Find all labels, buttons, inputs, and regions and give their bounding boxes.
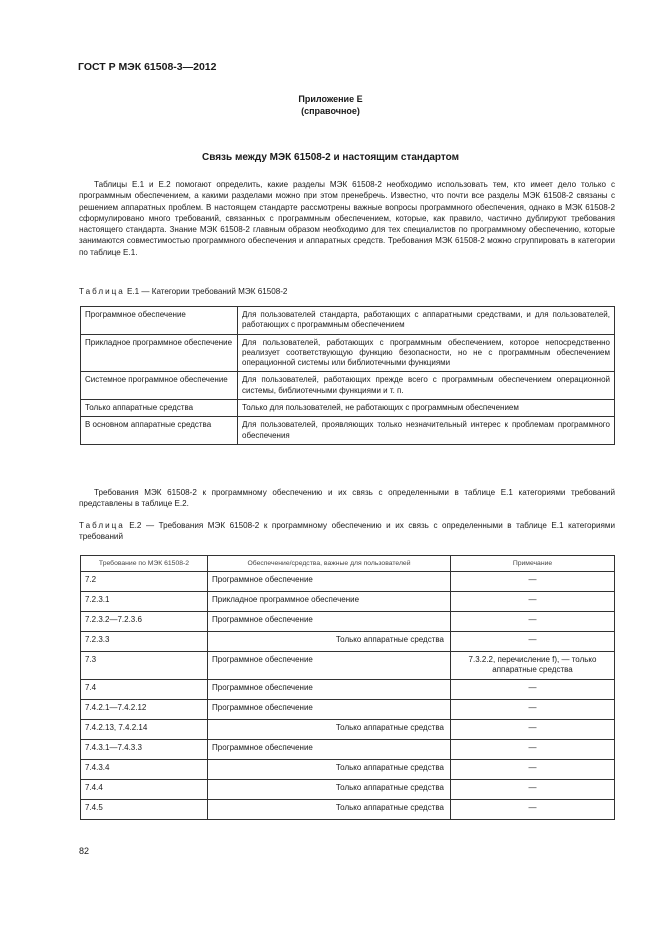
table-row bbox=[81, 417, 615, 445]
table-row bbox=[81, 699, 615, 719]
means-cell: Только аппаратные средства bbox=[208, 759, 451, 779]
requirement-cell: 7.2.3.1 bbox=[81, 592, 208, 612]
document-header: ГОСТ Р МЭК 61508-3—2012 bbox=[78, 61, 217, 73]
requirement-cell: 7.4.2.1—7.4.2.12 bbox=[81, 699, 208, 719]
note-cell: — bbox=[451, 759, 615, 779]
table1-caption-prefix: Таблица bbox=[79, 287, 125, 296]
requirement-cell: 7.4.5 bbox=[81, 799, 208, 819]
description-cell: Для пользователей, проявляющих только незначительный интерес к проблемам программного обеспечения bbox=[238, 417, 615, 445]
description-cell: Только для пользователей, не работающих с программным обеспечением bbox=[238, 400, 615, 417]
means-cell: Программное обеспечение bbox=[208, 572, 451, 592]
table-header-row bbox=[81, 556, 615, 572]
means-cell: Только аппаратные средства bbox=[208, 799, 451, 819]
table2-caption-text: Е.2 — Требования МЭК 61508-2 к программному обеспечению и их связь с определенными в таблице Е.1 категориями требований bbox=[79, 521, 615, 542]
note-cell: — bbox=[451, 699, 615, 719]
header-note: Примечание bbox=[451, 556, 615, 572]
table-row bbox=[81, 612, 615, 632]
note-cell: — bbox=[451, 719, 615, 739]
middle-paragraph: Требования МЭК 61508-2 к программному обеспечению и их связь с определенными в таблице Е.1 категориями требований представлены в таблице Е.2. bbox=[79, 488, 615, 509]
description-cell: Для пользователей, работающих прежде всего с программным обеспечением операционной системы, библиотечными функциями и т. п. bbox=[238, 372, 615, 400]
table-row bbox=[81, 632, 615, 652]
means-cell: Только аппаратные средства bbox=[208, 779, 451, 799]
requirement-cell: 7.4.3.1—7.4.3.3 bbox=[81, 739, 208, 759]
table-row bbox=[81, 719, 615, 739]
means-cell: Программное обеспечение bbox=[208, 699, 451, 719]
note-cell: 7.3.2.2, перечисление f), — только аппаратные средства bbox=[451, 652, 615, 680]
requirement-cell: 7.2 bbox=[81, 572, 208, 592]
header-requirement: Требование по МЭК 61508-2 bbox=[81, 556, 208, 572]
requirement-cell: 7.4.3.4 bbox=[81, 759, 208, 779]
table-row bbox=[81, 572, 615, 592]
table-row bbox=[81, 372, 615, 400]
note-cell: — bbox=[451, 779, 615, 799]
table-row bbox=[81, 334, 615, 372]
table-row bbox=[81, 400, 615, 417]
category-cell: Системное программное обеспечение bbox=[81, 372, 238, 400]
category-cell: В основном аппаратные средства bbox=[81, 417, 238, 445]
table-row bbox=[81, 652, 615, 680]
note-cell: — bbox=[451, 592, 615, 612]
description-cell: Для пользователей стандарта, работающих с аппаратными средствами, и для пользователей, работающих с программным обеспечением bbox=[238, 307, 615, 335]
table-row bbox=[81, 307, 615, 335]
table-row bbox=[81, 592, 615, 612]
table-row bbox=[81, 759, 615, 779]
table1-caption bbox=[79, 286, 615, 297]
section-title: Связь между МЭК 61508-2 и настоящим стандартом bbox=[201, 152, 459, 163]
table-row bbox=[81, 779, 615, 799]
requirement-cell: 7.4.2.13, 7.4.2.14 bbox=[81, 719, 208, 739]
note-cell: — bbox=[451, 679, 615, 699]
note-cell: — bbox=[451, 612, 615, 632]
header-means: Обеспечение/средства, важные для пользователей bbox=[208, 556, 451, 572]
category-cell: Программное обеспечение bbox=[81, 307, 238, 335]
table-row bbox=[81, 679, 615, 699]
note-cell: — bbox=[451, 739, 615, 759]
means-cell: Программное обеспечение bbox=[208, 739, 451, 759]
page-number: 82 bbox=[79, 846, 90, 856]
requirements-categories-table bbox=[80, 306, 615, 445]
intro-paragraph: Таблицы Е.1 и Е.2 помогают определить, какие разделы МЭК 61508-2 необходимо использовать тем, кто имеет дело только с программным обеспечением, а какими разделами можно при этом пренебречь. Известно, что почти все разделы МЭК 61508-2 связаны с решением аппаратных проблем. В настоящем стандарте рассмотрены важные вопросы программного обеспечения, однако в МЭК 61508-2 сформулировано много требований, связанных с программным обеспечением, которые, как правило, частично дублируют требования настоящего стандарта. Знание МЭК 61508-2 главным образом необходимо для тех специалистов по программному обеспечению, которые занимаются совместимостью программного обеспечения и аппаратных средств. Требования МЭК 61508-2 можно сгруппировать в категории по таблице Е.1. bbox=[79, 180, 615, 257]
means-cell: Программное обеспечение bbox=[208, 652, 451, 680]
requirement-cell: 7.2.3.3 bbox=[81, 632, 208, 652]
appendix-note: (справочное) bbox=[301, 106, 360, 116]
table2-caption bbox=[79, 520, 615, 543]
requirement-cell: 7.2.3.2—7.2.3.6 bbox=[81, 612, 208, 632]
appendix-heading bbox=[0, 93, 661, 117]
means-cell: Только аппаратные средства bbox=[208, 719, 451, 739]
table1-caption-text: Е.1 — Категории требований МЭК 61508-2 bbox=[124, 287, 288, 296]
requirement-cell: 7.3 bbox=[81, 652, 208, 680]
means-cell: Программное обеспечение bbox=[208, 679, 451, 699]
note-cell: — bbox=[451, 572, 615, 592]
category-cell: Прикладное программное обеспечение bbox=[81, 334, 238, 372]
note-cell: — bbox=[451, 632, 615, 652]
note-cell: — bbox=[451, 799, 615, 819]
appendix-title: Приложение Е bbox=[298, 94, 363, 104]
table-row bbox=[81, 739, 615, 759]
table-row bbox=[81, 799, 615, 819]
category-cell: Только аппаратные средства bbox=[81, 400, 238, 417]
requirement-cell: 7.4.4 bbox=[81, 779, 208, 799]
means-cell: Программное обеспечение bbox=[208, 612, 451, 632]
requirement-cell: 7.4 bbox=[81, 679, 208, 699]
means-cell: Прикладное программное обеспечение bbox=[208, 592, 451, 612]
table2-caption-prefix: Таблица bbox=[79, 521, 125, 530]
software-requirements-table bbox=[80, 555, 615, 820]
description-cell: Для пользователей, работающих с программным обеспечением, которое непосредственно реализует соответствующую функцию безопасности, но не с программным обеспечением операционной системы или библиотечными функциями bbox=[238, 334, 615, 372]
means-cell: Только аппаратные средства bbox=[208, 632, 451, 652]
